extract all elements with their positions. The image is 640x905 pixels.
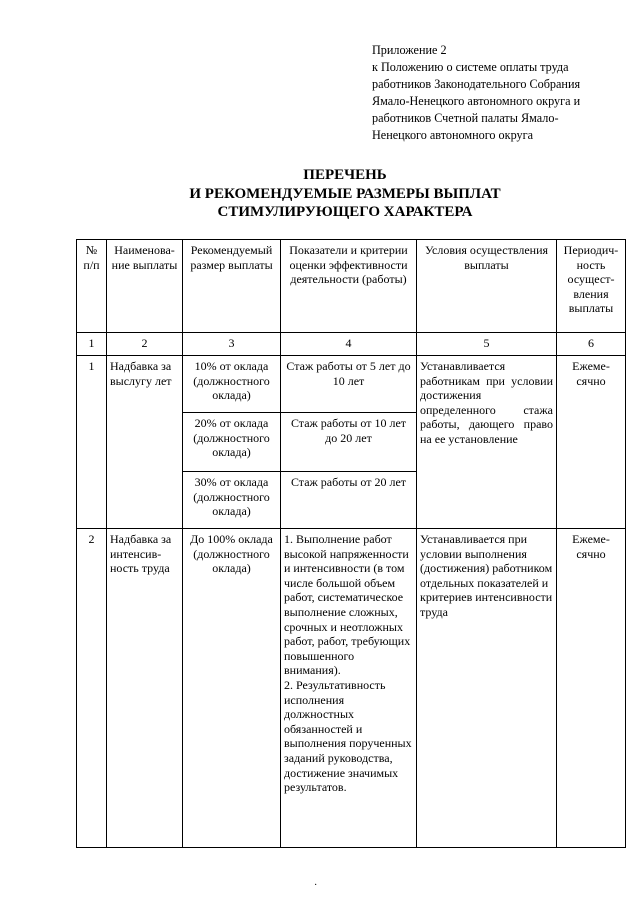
appendix-line: работников Законодательного Собрания	[372, 77, 581, 92]
appendix-line: работников Счетной палаты Ямало-	[372, 111, 559, 126]
header-number: № п/п	[77, 240, 107, 333]
header-conditions: Условия осуществления выплаты	[417, 240, 557, 333]
column-number: 1	[77, 333, 107, 356]
payment-periodicity: Ежеме-сячно	[557, 356, 626, 529]
header-size: Рекомендуемый размер выплаты	[183, 240, 281, 333]
payment-size: 20% от оклада (должностного оклада)	[183, 413, 281, 472]
column-number: 4	[281, 333, 417, 356]
payment-criteria: Стаж работы от 10 лет до 20 лет	[281, 413, 417, 472]
payment-size: 30% от оклада (должностного оклада)	[183, 472, 281, 529]
scan-dot: ·	[314, 880, 318, 891]
column-number: 5	[417, 333, 557, 356]
payment-name: Надбавка за выслугу лет	[107, 356, 183, 529]
header-periodicity: Периодич-ность осущест-вления выплаты	[557, 240, 626, 333]
title-line: СТИМУЛИРУЮЩЕГО ХАРАКТЕРА	[217, 204, 473, 220]
appendix-line: Приложение 2	[372, 43, 447, 57]
payment-criteria: Стаж работы от 20 лет	[281, 472, 417, 529]
payment-size: До 100% оклада (должностного оклада)	[183, 529, 281, 848]
column-number: 6	[557, 333, 626, 356]
title-line: ПЕРЕЧЕНЬ	[303, 167, 387, 183]
column-numbers-row	[77, 333, 626, 356]
table-header-row	[77, 240, 626, 333]
row-number: 2	[77, 529, 107, 848]
payment-criteria	[281, 529, 417, 848]
title-line: И РЕКОМЕНДУЕМЫЕ РАЗМЕРЫ ВЫПЛАТ	[189, 185, 501, 202]
document-title	[140, 166, 550, 222]
appendix-note	[372, 42, 634, 145]
header-criteria: Показатели и критерии оценки эффективности деятельности (работы)	[281, 240, 417, 333]
payment-name: Надбавка за интенсив-ность труда	[107, 529, 183, 848]
table-row	[77, 529, 626, 848]
payment-condition: Устанавливается при условии выполнения (достижения) работником отдельных показателей и критериев интенсивности труда	[417, 529, 557, 848]
column-number: 2	[107, 333, 183, 356]
criteria-item: 1. Выполнение работ высокой напряженности и интенсивности (в том числе большой объем работ, систематическое выполнение сложных, срочных и неотложных работ, работ, требующих повышенного внимания).	[284, 532, 411, 678]
appendix-line: Ненецкого автономного округа	[372, 128, 534, 143]
header-name: Наименова-ние выплаты	[107, 240, 183, 333]
payment-condition: Устанавливается работникам при условии достижения определенного стажа работы, дающего право на ее установление	[417, 356, 557, 529]
payment-criteria: Стаж работы от 5 лет до 10 лет	[281, 356, 417, 413]
criteria-item: 2. Результативность исполнения должностных обязанностей и выполнения порученных заданий руководства, достижение значимых результатов.	[284, 677, 412, 795]
payment-periodicity: Ежеме-сячно	[557, 529, 626, 848]
table-row	[77, 356, 626, 413]
row-number: 1	[77, 356, 107, 529]
payments-table	[76, 239, 626, 848]
appendix-line: Ямало-Ненецкого автономного округа и	[372, 94, 581, 109]
payment-size: 10% от оклада (должностного оклада)	[183, 356, 281, 413]
appendix-line: к Положению о системе оплаты труда	[372, 60, 569, 75]
column-number: 3	[183, 333, 281, 356]
